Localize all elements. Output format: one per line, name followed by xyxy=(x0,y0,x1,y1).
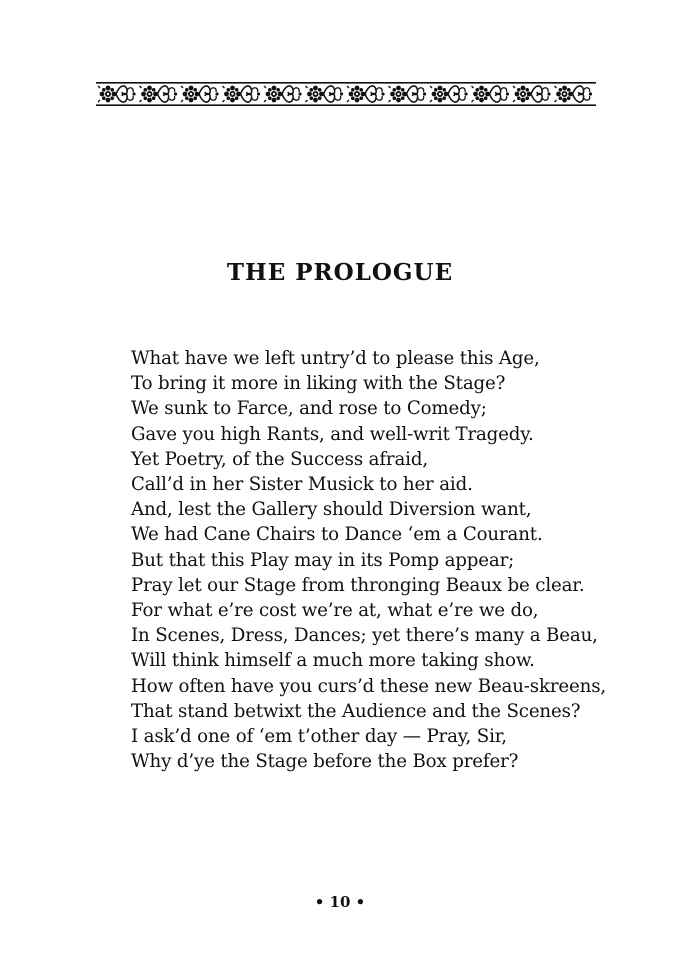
floral-border-ornament-icon xyxy=(96,80,596,108)
poem-line: In Scenes, Dress, Dances; yet there’s many a Beau, xyxy=(131,625,598,647)
page-number: • 10 • xyxy=(314,893,366,911)
poem-line: We had Cane Chairs to Dance ‘em a Courant. xyxy=(131,524,543,546)
poem-line: I ask’d one of ‘em t’other day — Pray, Sir, xyxy=(131,726,507,748)
poem-line: That stand betwixt the Audience and the Scenes? xyxy=(131,700,581,722)
poem-text xyxy=(131,346,606,774)
poem-line: Why d’ye the Stage before the Box prefer? xyxy=(131,751,519,773)
poem-line: How often have you curs’d these new Beau-skreens, xyxy=(131,675,607,697)
poem-line: To bring it more in liking with the Stage? xyxy=(131,373,506,395)
poem-line: Will think himself a much more taking show. xyxy=(131,650,535,672)
poem-line: But that this Play may in its Pomp appear; xyxy=(131,549,515,571)
poem-line: We sunk to Farce, and rose to Comedy; xyxy=(131,398,487,420)
poem-line: Gave you high Rants, and well-writ Tragedy. xyxy=(131,423,534,445)
poem-line: Yet Poetry, of the Success afraid, xyxy=(131,448,428,470)
poem-line: And, lest the Gallery should Diversion want, xyxy=(131,499,532,521)
page-title: THE PROLOGUE xyxy=(226,259,454,286)
poem-line: For what e’re cost we’re at, what e’re we do, xyxy=(131,600,539,622)
poem-line: Call’d in her Sister Musick to her aid. xyxy=(131,474,473,496)
poem-line: Pray let our Stage from thronging Beaux be clear. xyxy=(131,574,585,596)
poem-line: What have we left untry’d to please this Age, xyxy=(131,348,540,369)
